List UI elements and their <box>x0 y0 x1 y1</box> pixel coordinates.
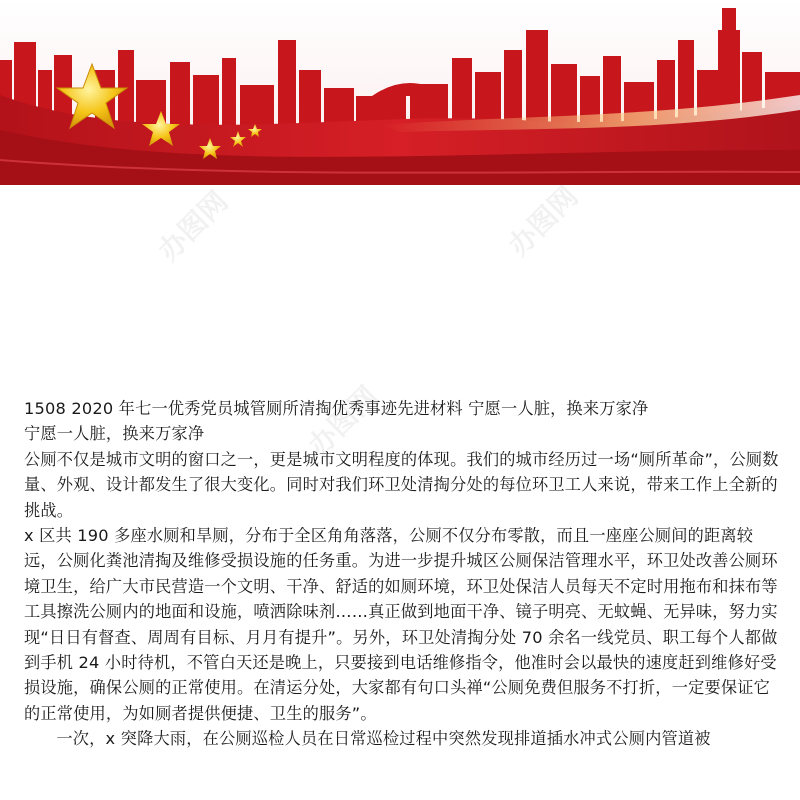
document-body <box>24 396 784 752</box>
watermark: 办图网 <box>151 184 235 268</box>
paragraph: 一次，x 突降大雨，在公厕巡检人员在日常巡检过程中突然发现排道插水冲式公厕内管道被 <box>56 729 711 749</box>
watermark: 办图网 <box>501 179 585 263</box>
watermark: 办图网 <box>301 379 385 463</box>
paragraph: x 区共 190 多座水厕和旱厕，分布于全区角角落落，公厕不仅分布零散，而且一座座公厕间的距离较远，公厕化粪池清掏及维修受损设施的任务重。为进一步提升城区公厕保洁管理水平，环卫处改善公厕环境卫生，给广大市民营造一个文明、干净、舒适的如厕环境，环卫处保洁人员每天不定时用拖布和抹布等工具擦洗公厕内的地面和设施，喷洒除味剂……真正做到地面干净、镜子明亮、无蚊蝇、无异味，努力实现“日日有督查、周周有目标、月月有提升”。另外，环卫处清掏分处 70 余名一线党员、职工每个人都做到手机 24 小时待机，不管白天还是晚上，只要接到电话维修指令，他准时会以最快的速度赶到维修好受损设施，确保公厕的正常使用。在清运分处，大家都有句口头禅“公厕免费但服务不打折，一定要保证它的正常使用，为如厕者提供便捷、卫生的服务”。 <box>24 526 778 723</box>
banner-artwork <box>0 0 800 185</box>
document-subtitle: 宁愿一人脏，换来万家净 <box>24 424 205 444</box>
paragraph: 公厕不仅是城市文明的窗口之一，更是城市文明程度的体现。我们的城市经历过一场“厕所革命”，公厕数量、外观、设计都发生了很大变化。同时对我们环卫处清掏分处的每位环卫工人来说，带来工作上全新的挑战。 <box>24 449 779 520</box>
header-banner <box>0 0 800 185</box>
document-title: 1508 2020 年七一优秀党员城管厕所清掏优秀事迹先进材料 宁愿一人脏，换来万家净 <box>24 399 649 418</box>
